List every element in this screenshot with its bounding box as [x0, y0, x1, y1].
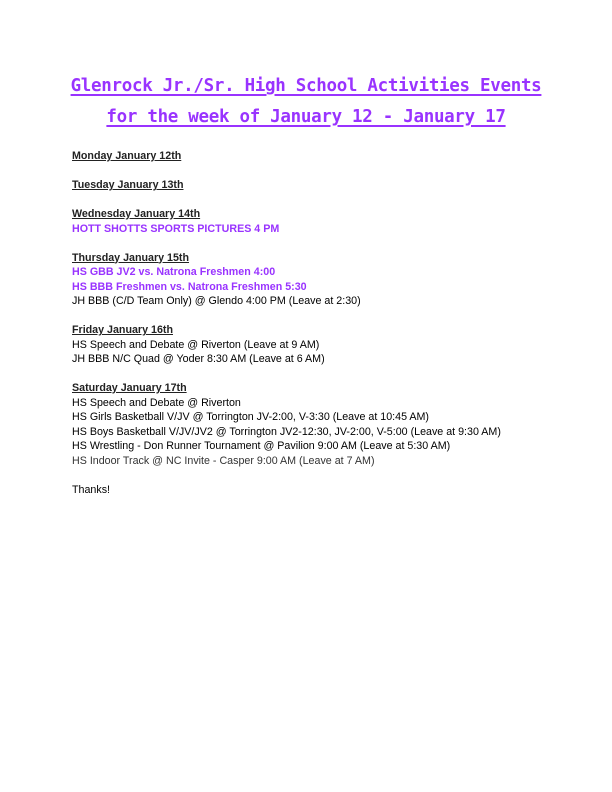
event-item: HS Speech and Debate @ Riverton	[72, 396, 241, 409]
day-section-monday	[72, 149, 572, 164]
day-heading: Friday January 16th	[72, 324, 173, 336]
day-section-friday	[72, 323, 572, 367]
event-item: HS Speech and Debate @ Riverton (Leave at 9 AM)	[72, 338, 320, 351]
closing-text: Thanks!	[72, 483, 111, 496]
day-heading: Thursday January 15th	[72, 251, 190, 264]
schedule-body	[72, 149, 572, 497]
day-heading: Tuesday January 13th	[72, 179, 184, 191]
page-title: Glenrock Jr./Sr. High School Activities Events	[70, 76, 542, 96]
day-section-thursday	[72, 251, 572, 309]
page-subtitle: for the week of January 12 - January 17	[106, 107, 506, 127]
event-item: HS GBB JV2 vs. Natrona Freshmen 4:00	[72, 266, 276, 278]
day-heading: Saturday January 17th	[72, 382, 187, 394]
day-section-saturday	[72, 381, 572, 468]
day-section-wednesday	[72, 207, 572, 236]
event-item: HS Indoor Track @ NC Invite - Casper 9:00 AM (Leave at 7 AM)	[72, 454, 375, 467]
event-item: HS Girls Basketball V/JV @ Torrington JV-2:00, V-3:30 (Leave at 10:45 AM)	[72, 411, 429, 423]
event-item: JH BBB N/C Quad @ Yoder 8:30 AM (Leave at 6 AM)	[72, 353, 325, 365]
event-item: JH BBB (C/D Team Only) @ Glendo 4:00 PM (Leave at 2:30)	[72, 295, 361, 307]
day-section-tuesday	[72, 178, 572, 193]
day-heading: Monday January 12th	[72, 150, 182, 162]
event-item: HS Wrestling - Don Runner Tournament @ Pavilion 9:00 AM (Leave at 5:30 AM)	[72, 440, 451, 452]
event-item: HS Boys Basketball V/JV/JV2 @ Torrington JV2-12:30, JV-2:00, V-5:00 (Leave at 9:30 AM)	[72, 425, 501, 438]
day-heading: Wednesday January 14th	[72, 208, 201, 220]
event-item: HOTT SHOTTS SPORTS PICTURES 4 PM	[72, 222, 280, 235]
event-item: HS BBB Freshmen vs. Natrona Freshmen 5:30	[72, 280, 307, 293]
